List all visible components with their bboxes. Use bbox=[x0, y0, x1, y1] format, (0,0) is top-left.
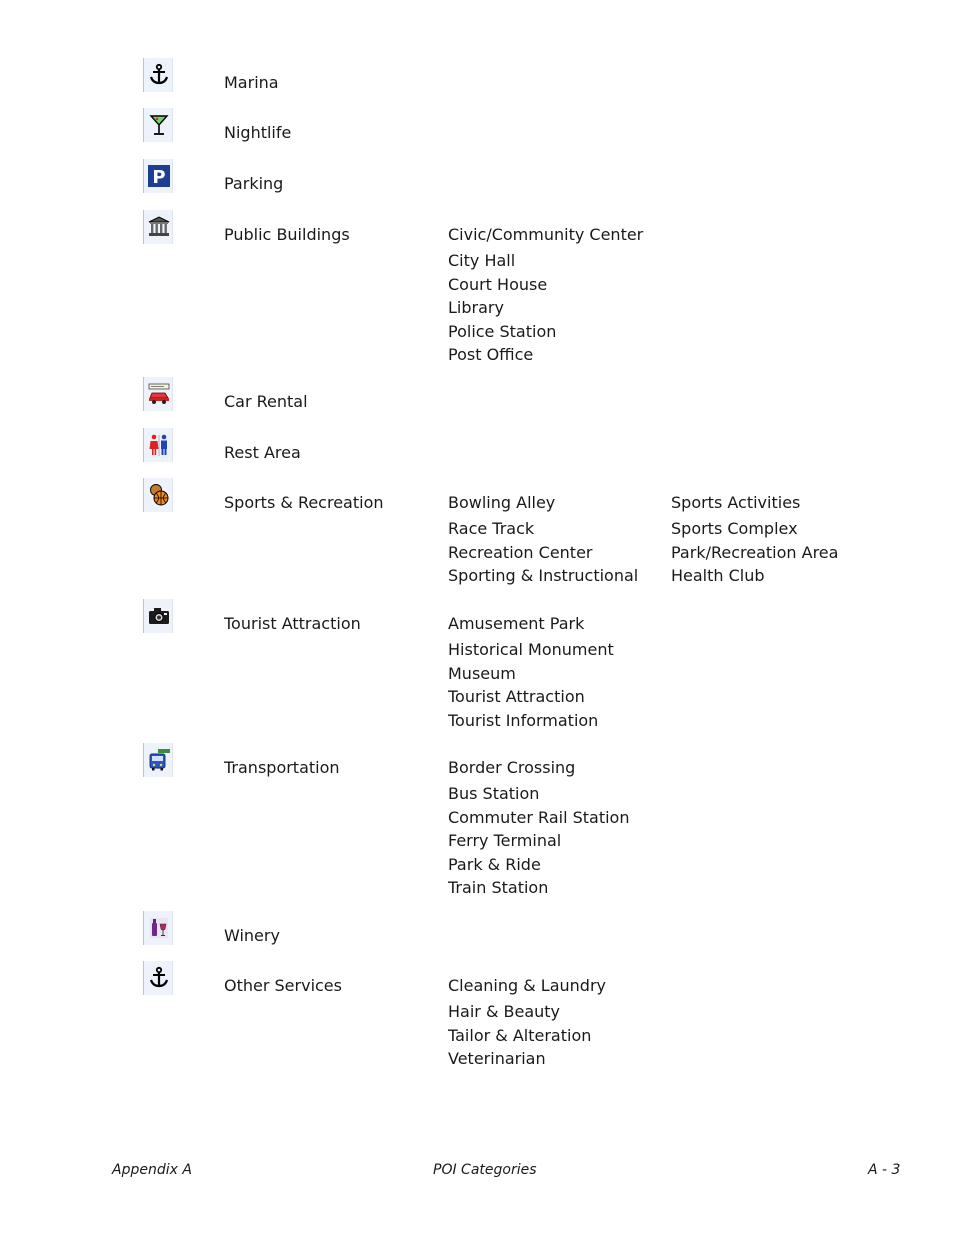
category-label: Marina bbox=[224, 73, 279, 92]
category-label: Nightlife bbox=[224, 123, 292, 142]
subcategory-item: Veterinarian bbox=[448, 1049, 546, 1068]
category-label: Other Services bbox=[224, 976, 342, 995]
footer-title: POI Categories bbox=[433, 1162, 537, 1178]
footer-page-number: A - 3 bbox=[868, 1162, 901, 1178]
subcategory-item: Historical Monument bbox=[448, 640, 614, 659]
subcategory-item: Tourist Attraction bbox=[448, 687, 585, 706]
subcategory-item: Amusement Park bbox=[448, 614, 585, 633]
subcategory-item: Bowling Alley bbox=[448, 493, 556, 512]
subcategory-list bbox=[448, 974, 606, 1071]
sports-balls-icon bbox=[143, 478, 173, 512]
subcategory-item: Ferry Terminal bbox=[448, 831, 562, 850]
category-label: Tourist Attraction bbox=[224, 614, 361, 633]
category-label: Winery bbox=[224, 926, 280, 945]
category-label: Sports & Recreation bbox=[224, 493, 384, 512]
subcategory-item: Tailor & Alteration bbox=[448, 1025, 592, 1045]
wine-icon bbox=[143, 911, 173, 945]
restroom-icon bbox=[143, 428, 173, 462]
category-label: Rest Area bbox=[224, 443, 301, 462]
subcategory-item: Court House bbox=[448, 274, 548, 294]
subcategory-item: Police Station bbox=[448, 321, 557, 341]
subcategory-item: Train Station bbox=[448, 878, 549, 897]
subcategory-item: Sports Complex bbox=[671, 519, 798, 538]
svg-text:P: P bbox=[152, 167, 166, 188]
subcategory-item: Library bbox=[448, 298, 504, 317]
subcategory-list bbox=[448, 756, 629, 900]
subcategory-item: Park & Ride bbox=[448, 854, 541, 874]
public-building-icon bbox=[143, 210, 173, 244]
subcategory-item: Tourist Information bbox=[448, 710, 599, 730]
subcategory-item: Commuter Rail Station bbox=[448, 807, 630, 827]
subcategory-item: Cleaning & Laundry bbox=[448, 976, 606, 995]
anchor-icon bbox=[143, 961, 173, 995]
subcategory-item: Sports Activities bbox=[671, 493, 801, 512]
subcategory-item: Hair & Beauty bbox=[448, 1002, 561, 1021]
cocktail-icon bbox=[143, 108, 173, 142]
category-label: Transportation bbox=[224, 758, 340, 777]
category-label: Parking bbox=[224, 174, 284, 193]
subcategory-item: Museum bbox=[448, 663, 516, 683]
category-label: Car Rental bbox=[224, 392, 308, 411]
parking-icon bbox=[143, 159, 173, 193]
subcategory-list bbox=[448, 223, 643, 367]
car-rental-icon bbox=[143, 377, 173, 411]
subcategory-list bbox=[448, 612, 614, 732]
subcategory-list-second-column bbox=[671, 491, 838, 588]
subcategory-list bbox=[448, 491, 638, 588]
subcategory-item: Race Track bbox=[448, 519, 535, 538]
camera-icon bbox=[143, 599, 173, 633]
subcategory-item: Civic/Community Center bbox=[448, 225, 644, 244]
subcategory-item: City Hall bbox=[448, 251, 516, 270]
subcategory-item: Recreation Center bbox=[448, 542, 593, 562]
subcategory-item: Park/Recreation Area bbox=[671, 542, 839, 562]
category-label: Public Buildings bbox=[224, 225, 350, 244]
subcategory-item: Health Club bbox=[671, 566, 765, 585]
subcategory-item: Border Crossing bbox=[448, 758, 576, 777]
subcategory-item: Bus Station bbox=[448, 784, 540, 803]
anchor-icon bbox=[143, 58, 173, 92]
subcategory-item: Post Office bbox=[448, 345, 534, 364]
footer-section-label: Appendix A bbox=[112, 1162, 192, 1178]
bus-icon bbox=[143, 743, 173, 777]
subcategory-item: Sporting & Instructional bbox=[448, 566, 639, 585]
